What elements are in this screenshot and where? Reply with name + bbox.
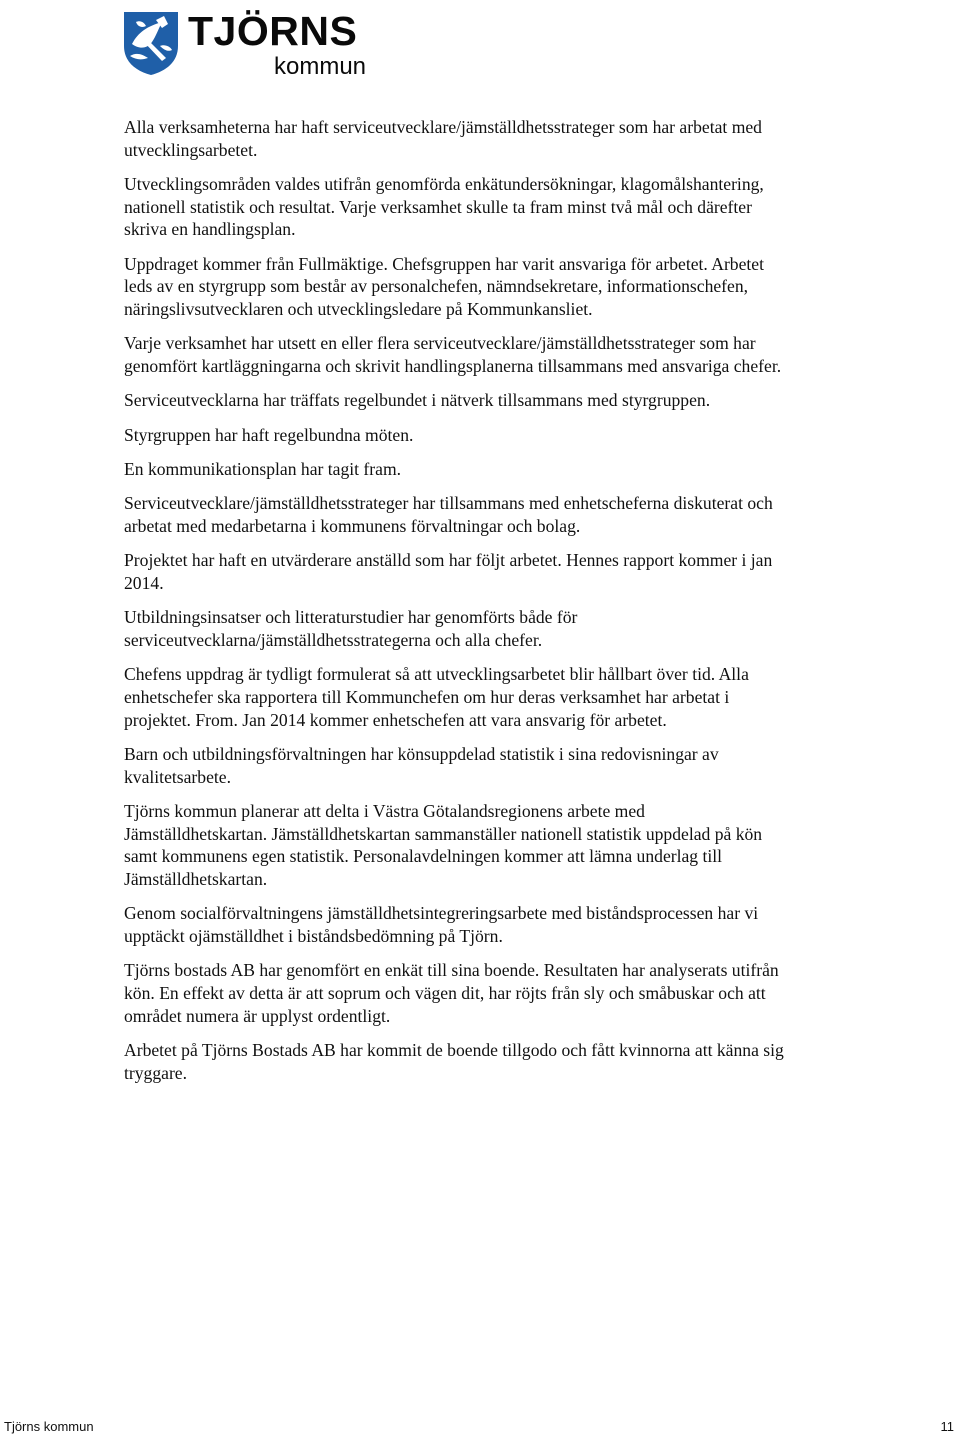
paragraph: Genom socialförvaltningens jämställdhetsintegreringsarbete med biståndsprocessen har vi upptäckt ojämställdhet i biståndsbedömning på Tjörn.: [124, 903, 759, 947]
paragraph: Alla verksamheterna har haft serviceutvecklare/jämställdhetsstrateger som har arbetat med utvecklingsarbetet.: [124, 117, 762, 160]
municipality-logo: [122, 10, 382, 82]
document-body: [124, 116, 784, 1096]
logo-wordmark: TJÖRNS: [188, 8, 358, 54]
page-number: 11: [940, 1419, 954, 1434]
paragraph: Tjörns kommun planerar att delta i Västra Götalandsregionens arbete med Jämställdhetskartan. Jämställdhetskartan sammanställer nationell statistik uppdelad på kön samt kommunens egen statistik. Personalavdelningen kommer att lämna underlag till Jämställdhetskartan.: [124, 801, 763, 890]
paragraph: Varje verksamhet har utsett en eller flera serviceutvecklare/jämställdhetsstrateger som har genomfört kartläggningarna och skrivit handlingsplanerna tillsammans med ansvariga chefer.: [124, 333, 782, 377]
paragraph: Tjörns bostads AB har genomfört en enkät till sina boende. Resultaten har analyserats utifrån kön. En effekt av detta är att soprum och vägen dit, har röjts från sly och småbuskar och att området numera är upplyst ordentligt.: [124, 960, 779, 1026]
paragraph: Uppdraget kommer från Fullmäktige. Chefsgruppen har varit ansvariga för arbetet. Arbetet leds av en styrgrupp som består av personalchefen, nämndsekretare, informationschefen, näringslivsutvecklaren och utvecklingsledare på Kommunkansliet.: [124, 253, 764, 320]
paragraph: Serviceutvecklare/jämställdhetsstrateger har tillsammans med enhetscheferna diskuterat och arbetat med medarbetarna i kommunens förvaltningar och bolag.: [124, 493, 773, 536]
paragraph: Utvecklingsområden valdes utifrån genomförda enkätundersökningar, klagomålshantering, nationell statistik och resultat. Varje verksamhet skulle ta fram minst två mål och därefter skriva en handlingsplan.: [124, 174, 764, 240]
logo-subtitle: kommun: [274, 53, 367, 80]
paragraph: Arbetet på Tjörns Bostads AB har kommit de boende tillgodo och fått kvinnorna att känna sig tryggare.: [124, 1040, 784, 1083]
paragraph: Styrgruppen har haft regelbundna möten.: [124, 424, 414, 445]
paragraph: En kommunikationsplan har tagit fram.: [124, 459, 402, 479]
paragraph: Utbildningsinsatser och litteraturstudier har genomförts både för serviceutvecklarna/jämställdhetsstrategerna och alla chefer.: [124, 607, 578, 650]
tjorn-coat-of-arms-icon: [122, 10, 180, 76]
paragraph: Chefens uppdrag är tydligt formulerat så att utvecklingsarbetet blir hållbart över tid. Alla enhetschefer ska rapportera till Kommunchefen om hur deras verksamhet har arbetat i projektet. From. Jan 2014 kommer enhetschefen att vara ansvarig för arbetet.: [124, 664, 749, 730]
paragraph: Barn och utbildningsförvaltningen har könsuppdelad statistik i sina redovisningar av kvalitetsarbete.: [124, 744, 719, 787]
paragraph: Serviceutvecklarna har träffats regelbundet i nätverk tillsammans med styrgruppen.: [124, 390, 711, 411]
paragraph: Projektet har haft en utvärderare anställd som har följt arbetet. Hennes rapport kommer i jan 2014.: [124, 550, 773, 593]
footer-organization: Tjörns kommun: [4, 1419, 94, 1434]
